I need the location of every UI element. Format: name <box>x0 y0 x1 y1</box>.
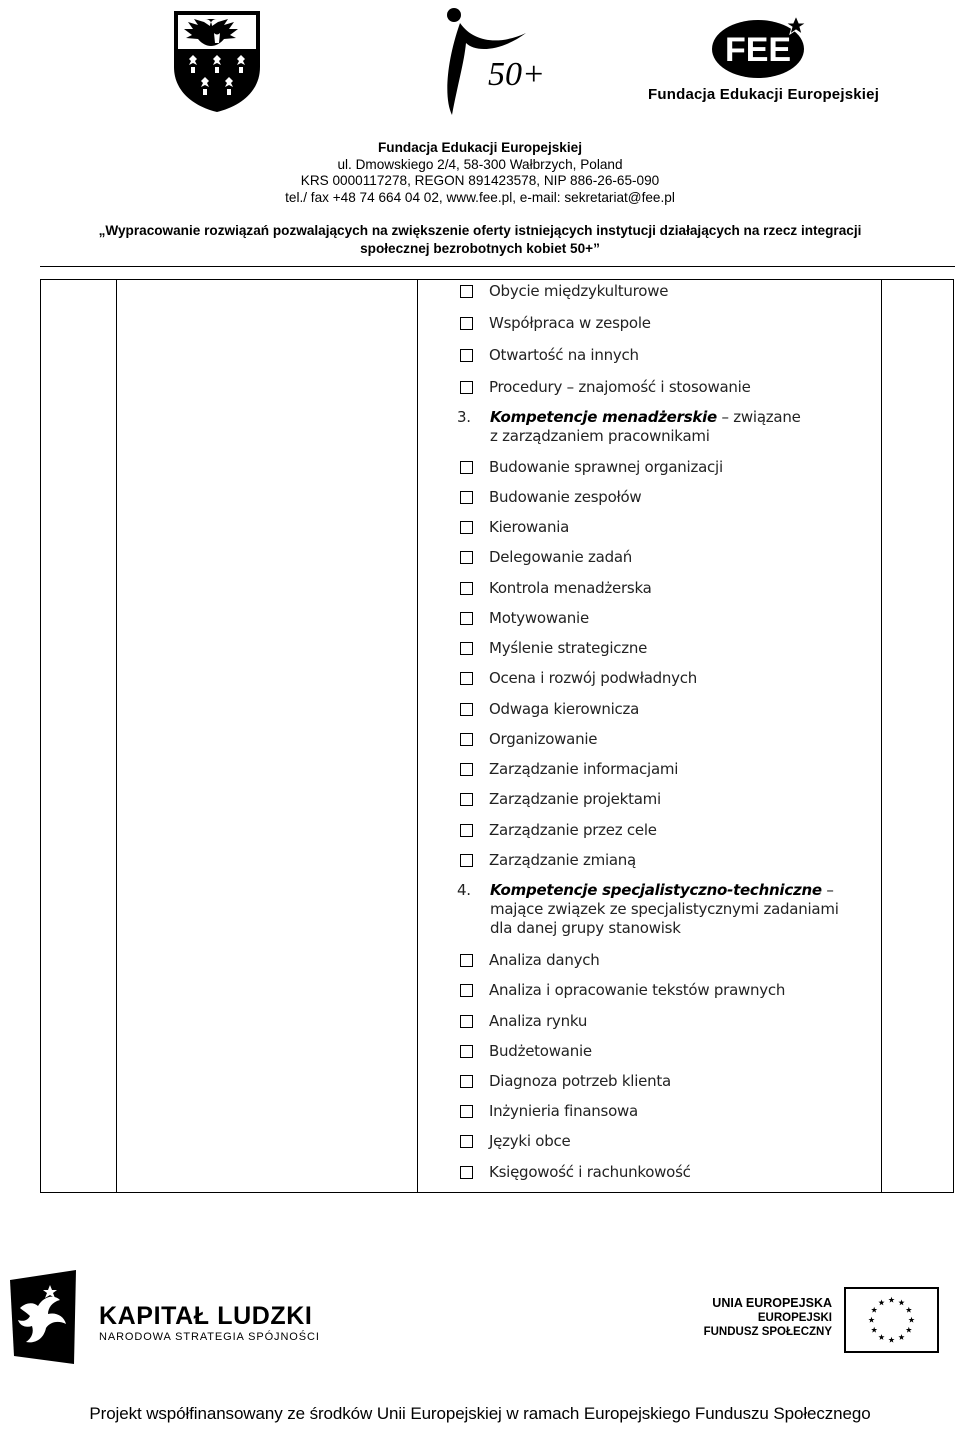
organization-name: Fundacja Edukacji Europejskiej <box>378 140 582 155</box>
cofinancing-statement: Projekt współfinansowany ze środków Unii Europejskiej w ramach Europejskiego Funduszu Społecznego <box>89 1404 871 1423</box>
checkbox[interactable] <box>460 642 473 655</box>
checklist-item-label: Kontrola menadżerska <box>489 579 652 597</box>
section-heading-3 <box>457 408 867 446</box>
project-title-line-2: społecznej bezrobotnych kobiet 50+” <box>360 241 600 256</box>
checkbox[interactable] <box>460 491 473 504</box>
checklist-item-label: Zarządzanie projektami <box>489 790 661 808</box>
checklist-item-label: Księgowość i rachunkowość <box>489 1163 691 1181</box>
kapital-ludzki-subtitle: NARODOWA STRATEGIA SPÓJNOŚCI <box>99 1331 320 1343</box>
header-divider <box>40 266 955 267</box>
checkbox[interactable] <box>460 1045 473 1058</box>
registry-numbers: KRS 0000117278, REGON 891423578, NIP 886-26-65-090 <box>300 173 660 188</box>
checkbox[interactable] <box>460 551 473 564</box>
checklist-item[interactable] <box>417 1010 587 1032</box>
checkbox[interactable] <box>460 954 473 967</box>
project-title-line-1: „Wypracowanie rozwiązań pozwalających na zwiększenie oferty istniejących instytucji działających na rzecz integracji <box>98 223 862 238</box>
checkbox[interactable] <box>460 285 473 298</box>
checklist-item-label: Języki obce <box>489 1132 571 1150</box>
checkbox[interactable] <box>460 1166 473 1179</box>
checklist-item-label: Inżynieria finansowa <box>489 1102 638 1120</box>
checklist-item[interactable] <box>417 758 678 780</box>
section-description: z zarządzaniem pracownikami <box>490 427 710 445</box>
street-address: ul. Dmowskiego 2/4, 58-300 Wałbrzych, Poland <box>337 156 623 172</box>
checklist-item-label: Organizowanie <box>489 730 598 748</box>
checklist-item[interactable] <box>417 1130 570 1152</box>
section-number: 3. <box>457 408 471 426</box>
checkbox[interactable] <box>460 703 473 716</box>
checklist-item[interactable] <box>417 280 668 302</box>
checklist-item-label: Delegowanie zadań <box>489 548 633 566</box>
checklist-item[interactable] <box>417 949 599 971</box>
checkbox[interactable] <box>460 612 473 625</box>
checklist-item[interactable] <box>417 1070 671 1092</box>
contact-line: tel./ fax +48 74 664 04 02, www.fee.pl, e-mail: sekretariat@fee.pl <box>285 189 675 205</box>
eu-stars-flag-icon <box>844 1287 939 1353</box>
section-description: – <box>821 881 834 899</box>
checklist-item[interactable] <box>417 788 661 810</box>
section-description: dla danej grupy stanowisk <box>490 919 681 937</box>
eu-fund-line: EUROPEJSKI <box>757 1311 832 1324</box>
section-heading-4 <box>457 881 867 938</box>
fee-logo-text: FEE <box>724 31 792 69</box>
checkbox[interactable] <box>460 1075 473 1088</box>
checklist-item[interactable] <box>417 376 751 398</box>
checklist-item-label: Myślenie strategiczne <box>489 639 648 657</box>
checkbox[interactable] <box>460 984 473 997</box>
checklist-item[interactable] <box>417 456 723 478</box>
checkbox[interactable] <box>460 317 473 330</box>
checklist-item[interactable] <box>417 344 639 366</box>
checkbox[interactable] <box>460 1105 473 1118</box>
checkbox[interactable] <box>460 672 473 685</box>
eu-fund-line: FUNDUSZ SPOŁECZNY <box>703 1326 832 1338</box>
fee-logo-name: Fundacja Edukacji Europejskiej <box>648 86 880 103</box>
checklist-item[interactable] <box>417 819 657 841</box>
checklist-item-label: Motywowanie <box>489 609 589 627</box>
fee-logo-mark <box>710 14 810 80</box>
checklist-item[interactable] <box>417 979 785 1001</box>
checklist-item[interactable] <box>417 1161 691 1183</box>
checkbox[interactable] <box>460 461 473 474</box>
checklist-item-label: Zarządzanie informacjami <box>489 760 679 778</box>
checklist-item-label: Procedury – znajomość i stosowanie <box>489 378 751 396</box>
checklist-item-label: Budżetowanie <box>489 1042 592 1060</box>
checklist-item-label: Analiza danych <box>489 951 600 969</box>
checklist-item-label: Zarządzanie zmianą <box>489 851 637 869</box>
checklist-item-label: Zarządzanie przez cele <box>489 821 657 839</box>
checkbox[interactable] <box>460 733 473 746</box>
checkbox[interactable] <box>460 763 473 776</box>
checklist-item-label: Otwartość na innych <box>489 346 639 364</box>
section-title: Kompetencje menadżerskie <box>490 408 717 426</box>
table-column-divider <box>116 280 117 1192</box>
checklist-item-label: Obycie międzykulturowe <box>489 282 669 300</box>
checklist-item-label: Analiza rynku <box>489 1012 588 1030</box>
eu-fund-label <box>690 1296 832 1340</box>
eu-name: UNIA EUROPEJSKA <box>712 1296 832 1310</box>
project-title <box>40 222 920 258</box>
checklist-item[interactable] <box>417 486 641 508</box>
checklist-item-label: Budowanie zespołów <box>489 488 642 506</box>
checklist-item[interactable] <box>417 577 652 599</box>
checklist-item[interactable] <box>417 637 647 659</box>
checklist-item[interactable] <box>417 607 589 629</box>
checkbox[interactable] <box>460 1015 473 1028</box>
checklist-item[interactable] <box>417 849 636 871</box>
coat-of-arms-eagle-icon <box>172 9 262 113</box>
checklist-item[interactable] <box>417 516 569 538</box>
checklist-item[interactable] <box>417 1100 638 1122</box>
fifty-plus-figure-logo <box>440 3 545 119</box>
fifty-logo-text: 50+ <box>488 56 545 93</box>
checklist-item-label: Ocena i rozwój podwładnych <box>489 669 698 687</box>
checklist-item-label: Odwaga kierownicza <box>489 700 640 718</box>
table-column-divider <box>881 280 882 1192</box>
checklist-item-label: Analiza i opracowanie tekstów prawnych <box>489 981 786 999</box>
checklist-item-label: Współpraca w zespole <box>489 314 651 332</box>
organization-address <box>0 140 960 206</box>
checkbox[interactable] <box>460 521 473 534</box>
checklist-item-label: Kierowania <box>489 518 570 536</box>
checkbox[interactable] <box>460 582 473 595</box>
checklist-item[interactable] <box>417 728 597 750</box>
checkbox[interactable] <box>460 824 473 837</box>
checklist-item[interactable] <box>417 1040 592 1062</box>
kapital-ludzki-title: KAPITAŁ LUDZKI <box>99 1302 313 1330</box>
section-title: Kompetencje specjalistyczno-techniczne <box>490 881 822 899</box>
checklist-item[interactable] <box>417 667 697 689</box>
checkbox[interactable] <box>460 381 473 394</box>
checkbox[interactable] <box>460 349 473 362</box>
checklist-item[interactable] <box>417 312 651 334</box>
section-description: – związane <box>716 408 801 426</box>
checkbox[interactable] <box>460 854 473 867</box>
checklist-item[interactable] <box>417 698 639 720</box>
section-number: 4. <box>457 881 471 899</box>
checkbox[interactable] <box>460 1135 473 1148</box>
checklist-item[interactable] <box>417 546 632 568</box>
checklist-item-label: Budowanie sprawnej organizacji <box>489 458 723 476</box>
checkbox[interactable] <box>460 793 473 806</box>
section-description: mające związek ze specjalistycznymi zadaniami <box>490 900 839 918</box>
kapital-ludzki-flag-icon <box>8 1268 78 1368</box>
checklist-item-label: Diagnoza potrzeb klienta <box>489 1072 671 1090</box>
